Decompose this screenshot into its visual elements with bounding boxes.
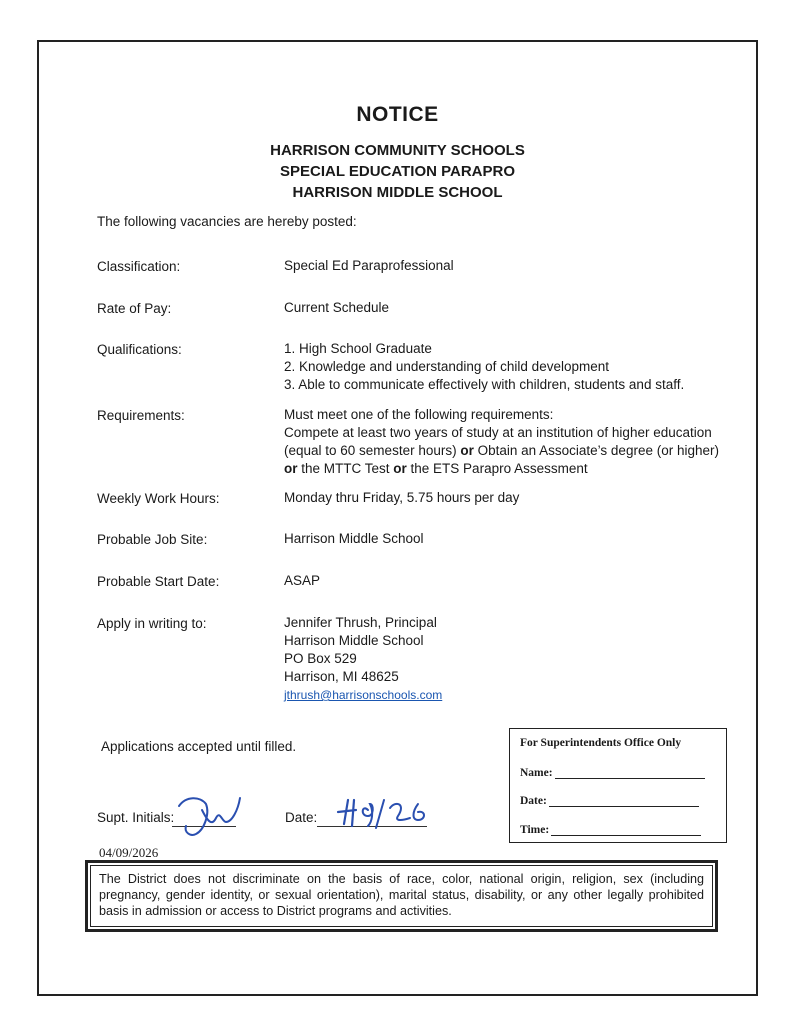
applications-accepted-text: Applications accepted until filled. <box>101 739 297 754</box>
requirements-label: Requirements: <box>97 408 185 423</box>
qualifications-list <box>284 340 684 394</box>
intro-text: The following vacancies are hereby posted: <box>97 214 357 229</box>
apply-address <box>284 614 442 704</box>
weekly-hours-value: Monday thru Friday, 5.75 hours per day <box>284 490 520 505</box>
contact-school: Harrison Middle School <box>284 633 424 648</box>
office-name-field: Name: <box>520 767 705 779</box>
classification-label: Classification: <box>97 259 181 274</box>
contact-city: Harrison, MI 48625 <box>284 669 399 684</box>
list-item: 1. High School Graduate <box>284 341 432 356</box>
contact-po-box: PO Box 529 <box>284 651 357 666</box>
list-item: 3. Able to communicate effectively with children, students and staff. <box>284 377 685 392</box>
job-site-value: Harrison Middle School <box>284 531 424 546</box>
office-box-title: For Superintendents Office Only <box>520 737 682 749</box>
position-title: SPECIAL EDUCATION PARAPRO <box>279 163 516 180</box>
superintendent-office-box <box>509 728 727 843</box>
office-date-field: Date: <box>520 795 699 807</box>
print-date: 04/09/2026 <box>99 845 159 860</box>
rate-of-pay-label: Rate of Pay: <box>97 301 172 316</box>
qualifications-label: Qualifications: <box>97 342 182 357</box>
apply-label: Apply in writing to: <box>97 616 207 631</box>
supt-date-signature <box>334 794 434 834</box>
office-time-field: Time: <box>520 824 701 836</box>
start-date-label: Probable Start Date: <box>97 574 220 589</box>
supt-initials-signature <box>174 792 244 842</box>
rate-of-pay-value: Current Schedule <box>284 300 390 315</box>
non-discrimination-text: The District does not discriminate on the basis of race, color, national origin, religion, sex (including pregnancy, gender identity, or sexual orientation), marital status, disability, or any other legally prohibited basis in admission or access to District programs and activities. <box>90 865 713 927</box>
classification-value: Special Ed Paraprofessional <box>284 258 454 273</box>
district-name: HARRISON COMMUNITY SCHOOLS <box>270 142 525 159</box>
job-site-label: Probable Job Site: <box>97 532 208 547</box>
start-date-value: ASAP <box>284 573 321 588</box>
weekly-hours-label: Weekly Work Hours: <box>97 491 220 506</box>
school-name: HARRISON MIDDLE SCHOOL <box>292 184 503 201</box>
contact-name: Jennifer Thrush, Principal <box>284 615 437 630</box>
list-item: 2. Knowledge and understanding of child development <box>284 359 609 374</box>
requirements-text: Must meet one of the following requirements: Compete at least two years of study at an institution of higher education (equal to 60 semester hours) or Obtain an Associate’s degree (or higher) or the MTTC Test or the ETS Parapro Assessment <box>284 407 719 476</box>
notice-title: NOTICE <box>356 103 439 126</box>
contact-email-link[interactable]: jthrush@harrisonschools.com <box>284 688 443 702</box>
notice-page <box>37 40 758 996</box>
supt-initials-label: Supt. Initials: <box>97 810 175 825</box>
supt-date-label: Date: <box>285 810 318 825</box>
non-discrimination-notice <box>85 860 718 932</box>
